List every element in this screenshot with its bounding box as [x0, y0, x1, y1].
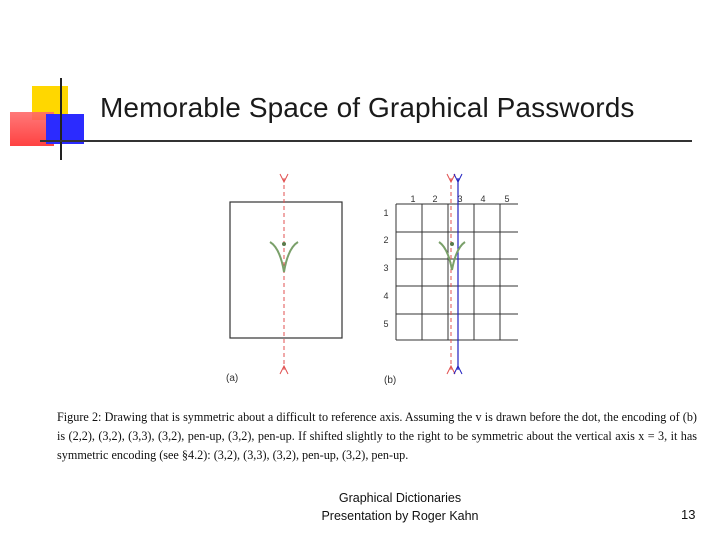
row-label-4: 4: [383, 291, 389, 301]
row-label-1: 1: [383, 208, 389, 218]
panel-a-dot: [282, 242, 286, 246]
panel-b-label: (b): [384, 375, 397, 386]
footer-line-1: Graphical Dictionaries: [338, 491, 462, 505]
figure-caption: Figure 2: Drawing that is symmetric about a difficult to reference axis. Assuming the v is drawn before the dot, the encoding of (b) is (2,2), (3,2), (3,3), (3,2), pen-up, (3,2), pen-up. If shifted slightly to the right to be symmetric about the vertical axis x = 3, it has symmetric encoding (see §4.2): (3,2), (3,3), (3,2), pen-up, (3,2), pen-up.: [57, 410, 697, 462]
figure-2: [220, 170, 520, 390]
panel-b-dot: [450, 242, 454, 246]
col-label-4: 4: [480, 194, 486, 204]
col-label-3: 3: [457, 194, 463, 204]
row-label-5: 5: [383, 319, 389, 329]
slide-title: Memorable Space of Graphical Passwords: [100, 92, 635, 123]
page-number: 13: [681, 507, 696, 522]
decor-vertical-line: [60, 78, 62, 160]
figure-panel-a: [226, 174, 342, 384]
footer-line-2: Presentation by Roger Kahn: [321, 509, 479, 523]
row-label-2: 2: [383, 235, 389, 245]
panel-a-frame: [230, 202, 342, 338]
col-label-5: 5: [504, 194, 510, 204]
col-label-2: 2: [432, 194, 438, 204]
col-label-1: 1: [410, 194, 416, 204]
grid-lines: [396, 204, 518, 340]
figure-panel-b: [383, 174, 518, 386]
panel-a-label: (a): [226, 373, 239, 384]
footer-credits: [250, 489, 550, 525]
row-label-3: 3: [383, 263, 389, 273]
panel-b-v-stroke: [439, 242, 465, 270]
title-underline: [40, 140, 692, 142]
